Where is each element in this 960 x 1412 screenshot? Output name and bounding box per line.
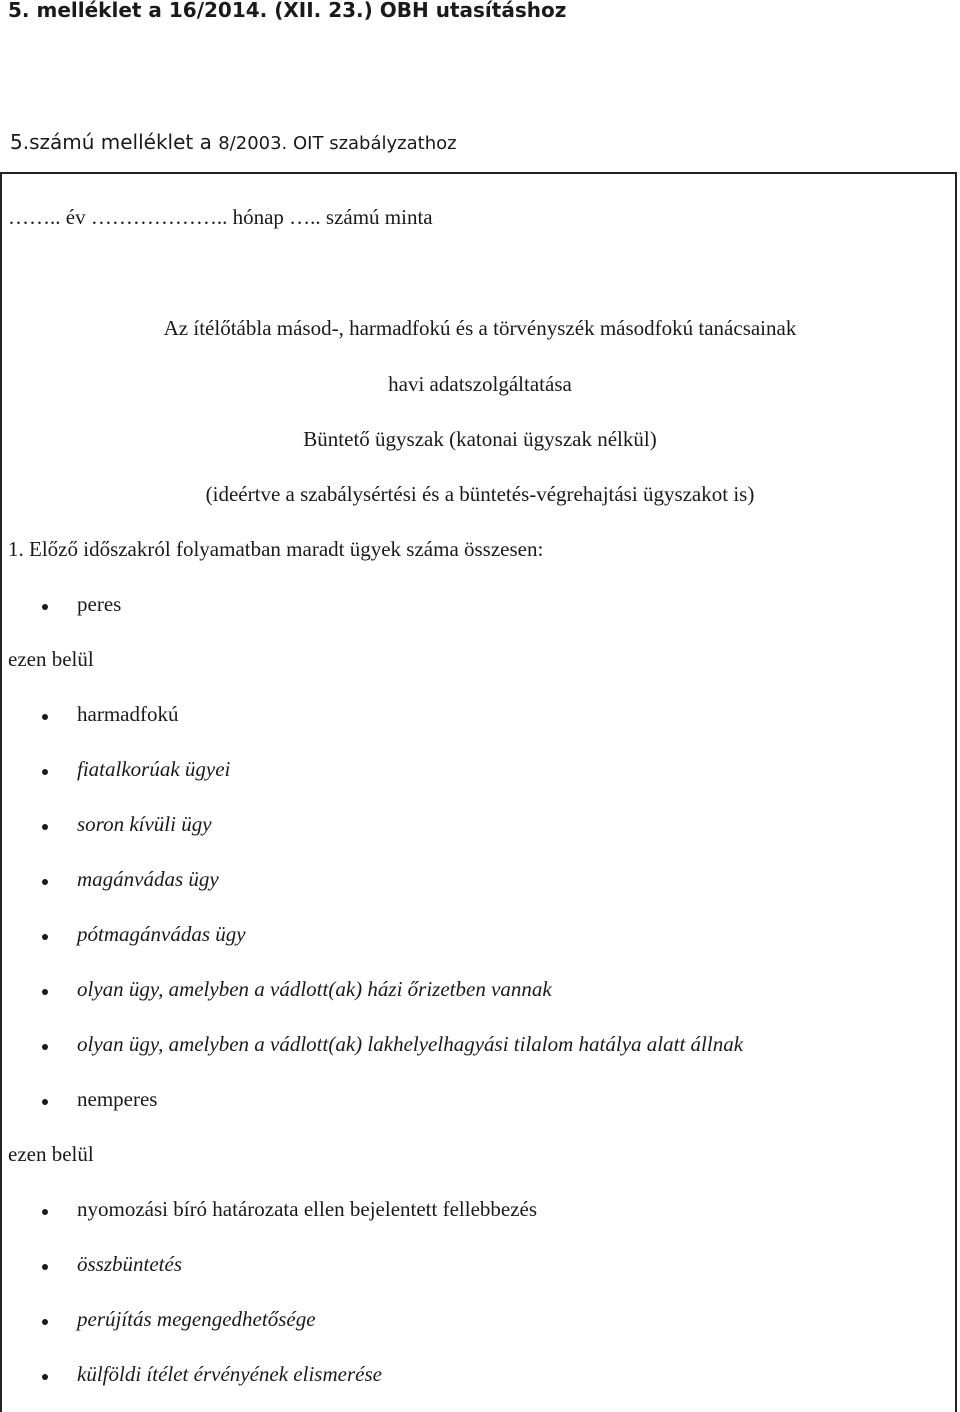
list-item-label: nemperes (77, 1087, 158, 1111)
list-item-label: peres (77, 592, 122, 616)
list-item-label: perújítás megengedhetősége (77, 1307, 316, 1331)
sub-label-ezen-belul: ezen belül (8, 647, 94, 671)
bullet-icon (42, 769, 48, 775)
form-heading-courts: Az ítélőtábla másod-, harmadfokú és a törvényszék másodfokú tanácsainak (163, 316, 797, 340)
annex-title: 5. melléklet a 16/2014. (XII. 23.) OBH utasításhoz (8, 0, 567, 22)
list-item-label: soron kívüli ügy (77, 812, 212, 836)
regulation-reference-main: 5.számú melléklet a (10, 130, 219, 154)
bullet-icon (42, 714, 48, 720)
list-item-label: magánvádas ügy (77, 867, 219, 891)
bullet-icon (42, 1099, 48, 1105)
list-item-label: összbüntetés (77, 1252, 182, 1276)
bullet-icon (42, 604, 48, 610)
form-frame (0, 172, 957, 1412)
regulation-reference-code: 8/2003. OIT szabályzathoz (218, 133, 457, 154)
bullet-icon (42, 824, 48, 830)
bullet-icon (42, 1264, 48, 1270)
sub-label-ezen-belul: ezen belül (8, 1142, 94, 1166)
regulation-reference (10, 130, 457, 154)
form-heading-monthly-report: havi adatszolgáltatása (388, 372, 572, 396)
list-item-label: olyan ügy, amelyben a vádlott(ak) lakhelyelhagyási tilalom hatálya alatt állnak (77, 1032, 744, 1056)
list-item-label: fiatalkorúak ügyei (77, 757, 231, 781)
list-item-label: olyan ügy, amelyben a vádlott(ak) házi őrizetben vannak (77, 977, 552, 1001)
bullet-icon (42, 1209, 48, 1215)
form-heading-criminal-branch: Büntető ügyszak (katonai ügyszak nélkül) (303, 427, 657, 451)
section-1-title: 1. Előző időszakról folyamatban maradt ügyek száma összesen: (8, 537, 544, 561)
list-item-label: külföldi ítélet érvényének elismerése (77, 1362, 382, 1386)
list-item-label: nyomozási bíró határozata ellen bejelentett fellebbezés (77, 1197, 538, 1221)
bullet-icon (42, 934, 48, 940)
bullet-icon (42, 879, 48, 885)
bullet-icon (42, 1319, 48, 1325)
form-heading-scope-note: (ideértve a szabálysértési és a büntetés-végrehajtási ügyszakot is) (205, 482, 755, 506)
list-item-label: pótmagánvádas ügy (77, 922, 246, 946)
bullet-icon (42, 1374, 48, 1380)
bullet-icon (42, 1044, 48, 1050)
bullet-icon (42, 989, 48, 995)
list-item-label: harmadfokú (77, 702, 179, 726)
sample-period-line: …….. év ……………….. hónap ….. számú minta (8, 205, 433, 229)
